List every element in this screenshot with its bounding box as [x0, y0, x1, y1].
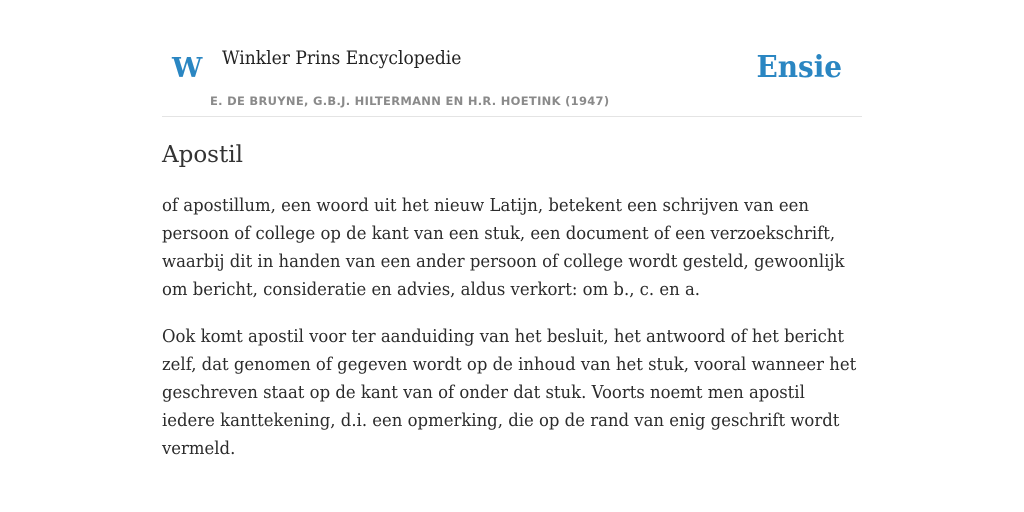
- entry-paragraph: Ook komt apostil voor ter aanduiding van het besluit, het antwoord of het bericht zelf, dat genomen of gegeven wordt op de inhoud van het stuk, vooral wanneer het geschreven staat op de kant van of onder dat stuk. Voorts noemt men apostil iedere kanttekening, d.i. een opmerking, die op de rand van enig geschrift wordt vermeld.: [162, 326, 857, 459]
- encyclopedia-logo[interactable]: W: [172, 53, 203, 84]
- encyclopedia-header: [162, 0, 862, 117]
- brand-logo[interactable]: Ensie: [756, 50, 842, 85]
- book-authors: E. DE BRUYNE, G.B.J. HILTERMANN EN H.R. HOETINK (1947): [210, 94, 610, 108]
- entry-title: Apostil: [162, 142, 243, 168]
- book-title[interactable]: Winkler Prins Encyclopedie: [222, 47, 462, 69]
- entry-paragraph: of apostillum, een woord uit het nieuw Latijn, betekent een schrijven van een persoon of college op de kant van een stuk, een document of een verzoekschrift, waarbij dit in handen van een ander persoon of college wordt gesteld, gewoonlijk om bericht, consideratie en advies, aldus verkort: om b., c. en a.: [162, 195, 845, 300]
